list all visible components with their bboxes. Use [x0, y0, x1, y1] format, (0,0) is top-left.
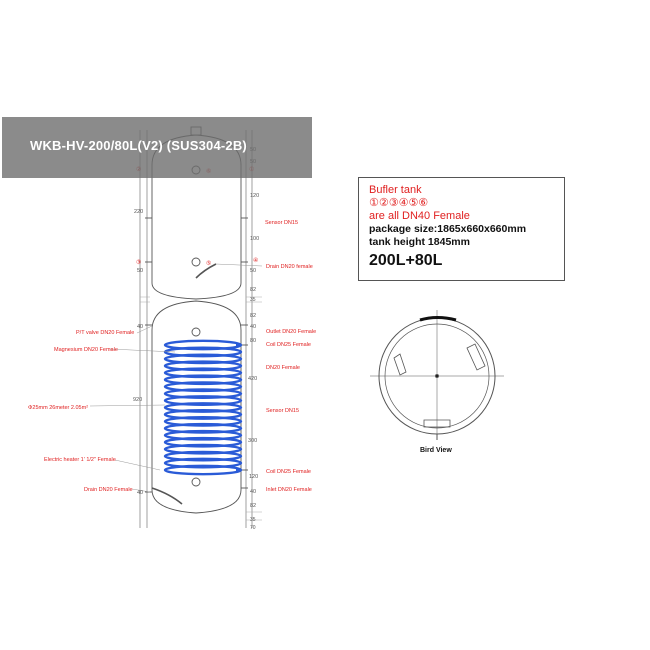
dim-right-70: 70	[250, 525, 256, 531]
label-outlet: Outlet DN20 Female	[266, 329, 317, 335]
bird-view-label: Bird View	[420, 447, 452, 454]
info-ports: ①②③④⑤⑥	[369, 197, 429, 209]
dim-right-35b: 35	[250, 517, 256, 523]
dim-left-40b: 40	[137, 490, 144, 496]
dim-right-80: 80	[250, 338, 257, 344]
port-5: ⑤	[206, 261, 212, 267]
label-dn20-female: DN20 Female	[266, 365, 300, 371]
dim-left-50: 50	[137, 268, 144, 274]
label-coil-top: Coil DN25 Female	[266, 342, 311, 348]
port-4: ④	[253, 258, 259, 264]
info-port-size: are all DN40 Female	[369, 210, 470, 222]
dim-right-300: 300	[248, 438, 258, 444]
label-coil-bottom: Coil DN25 Female	[266, 469, 311, 475]
label-coil-spec: Φ25mm 26meter 2.05m²	[28, 405, 89, 411]
dim-right-82b: 82	[250, 313, 257, 319]
dim-right-40b: 40	[250, 489, 257, 495]
label-pt-valve: P/T valve DN20 Female	[76, 330, 135, 336]
dim-left-920: 920	[133, 397, 143, 403]
dim-right-100: 100	[250, 236, 260, 242]
dim-right-82a: 82	[250, 287, 257, 293]
dimension-ticks	[140, 297, 262, 520]
page-title: WKB-HV-200/80L(V2) (SUS304-2B)	[30, 138, 247, 153]
dim-right-50c: 50	[250, 268, 257, 274]
dim-right-120b: 120	[249, 474, 259, 480]
label-drain-bottom: Drain DN20 Female	[84, 487, 133, 493]
info-tank-type: Bufler tank	[369, 184, 422, 196]
info-capacity: 200L+80L	[369, 252, 443, 269]
info-box	[358, 177, 565, 281]
dim-right-82c: 82	[250, 503, 257, 509]
lower-tank	[145, 301, 248, 513]
label-sensor-mid: Sensor DN15	[266, 408, 300, 414]
port-3: ③	[136, 260, 142, 266]
label-sensor-top: Sensor DN15	[265, 220, 299, 226]
dim-right-35a: 35	[250, 297, 256, 303]
label-magnesium: Magnesium DN20 Female	[54, 347, 118, 353]
dim-right-40: 40	[250, 324, 257, 330]
dim-right-420: 420	[248, 376, 258, 382]
label-inlet: Inlet DN20 Female	[266, 487, 312, 493]
info-tank-height: tank height 1845mm	[369, 236, 470, 248]
info-package-size: package size:1865x660x660mm	[369, 223, 527, 235]
dim-left-40a: 40	[137, 324, 144, 330]
dim-right-120a: 120	[250, 193, 260, 199]
label-electric-heater: Electric heater 1' 1/2" Female	[44, 457, 116, 463]
heat-exchanger-coil	[165, 341, 241, 474]
bird-view	[370, 310, 504, 440]
label-drain-top: Drain DN20 female	[266, 264, 313, 270]
dim-left-220: 220	[134, 209, 144, 215]
